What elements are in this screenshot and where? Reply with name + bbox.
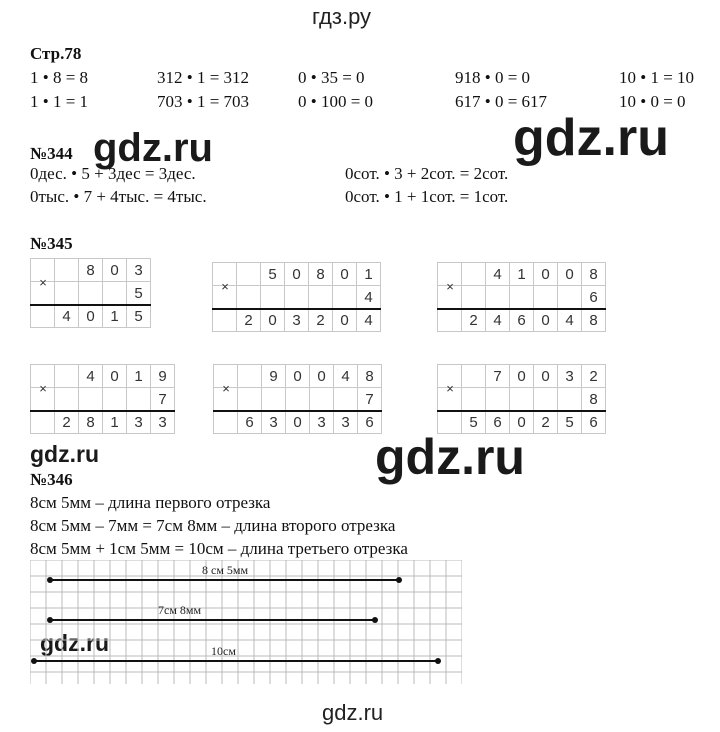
mult-cell: 5 — [261, 263, 285, 286]
mult-cell: 5 — [127, 305, 151, 328]
mult-cell: 0 — [286, 365, 310, 388]
mult-cell: 0 — [286, 411, 310, 434]
mult-cell — [486, 286, 510, 309]
mult-cell — [213, 309, 237, 332]
mult-cell: 3 — [334, 411, 358, 434]
segment-1-label: 8 см 5мм — [202, 563, 249, 577]
mult-cell: 0 — [285, 263, 309, 286]
mult-cell: 0 — [79, 305, 103, 328]
mult-cell: 9 — [262, 365, 286, 388]
mult-cell: 8 — [79, 259, 103, 282]
mult-cell: 7 — [151, 388, 175, 411]
mult-cell: 8 — [582, 309, 606, 332]
mult-cell — [438, 411, 462, 434]
mult-cell — [438, 309, 462, 332]
mult-2 — [212, 262, 381, 332]
mult-cell: 3 — [558, 365, 582, 388]
segment-2-end — [372, 617, 378, 623]
segment-3-end — [435, 658, 441, 664]
mult-cell — [79, 388, 103, 411]
result-line — [213, 410, 382, 412]
mult-cell — [534, 286, 558, 309]
p78-r1-c1: 1 • 8 = 8 — [30, 68, 89, 87]
mult-cell — [261, 286, 285, 309]
mult-cell: 8 — [358, 365, 382, 388]
mult-cell: 0 — [558, 263, 582, 286]
mult-cell — [31, 411, 55, 434]
segment-2-label: 7см 8мм — [158, 603, 202, 617]
mult-cell: 4 — [357, 309, 381, 332]
mult-cell: 3 — [127, 411, 151, 434]
p78-r2-c1: 1 • 1 = 1 — [30, 92, 89, 111]
mult-cell: 1 — [357, 263, 381, 286]
t344-line-b2: 0сот. • 1 + 1сот. = 1сот. — [345, 187, 509, 206]
segment-1-start — [47, 577, 53, 583]
segment-2-start — [47, 617, 53, 623]
mult-5 — [213, 364, 382, 434]
task-344-label: №344 — [30, 144, 73, 163]
mult-cell: 2 — [534, 411, 558, 434]
mult-cell — [214, 411, 238, 434]
watermark: gdz.ru — [375, 429, 525, 485]
mult-3 — [437, 262, 606, 332]
multiply-sign: × — [446, 380, 454, 396]
mult-cell — [103, 282, 127, 305]
mult-cell — [55, 259, 79, 282]
mult-cell: 7 — [486, 365, 510, 388]
mult-cell: 0 — [510, 365, 534, 388]
watermark: gdz.ru — [513, 109, 669, 167]
mult-cell — [534, 388, 558, 411]
t344-line-b1: 0сот. • 3 + 2сот. = 2сот. — [345, 164, 509, 183]
mult-cell — [262, 388, 286, 411]
p78-r2-c3: 0 • 100 = 0 — [298, 92, 374, 111]
mult-cell: 3 — [285, 309, 309, 332]
mult-4 — [30, 364, 175, 434]
mult-cell — [103, 388, 127, 411]
mult-cell: 0 — [103, 259, 127, 282]
multiply-sign: × — [221, 278, 229, 294]
mult-cell: 1 — [510, 263, 534, 286]
mult-cell — [510, 388, 534, 411]
t344-line-a2: 0тыс. • 7 + 4тыс. = 4тыс. — [30, 187, 207, 206]
mult-cell — [55, 388, 79, 411]
mult-cell — [55, 365, 79, 388]
mult-cell: 0 — [510, 411, 534, 434]
mult-cell: 4 — [486, 263, 510, 286]
mult-cell: 8 — [309, 263, 333, 286]
mult-cell — [238, 388, 262, 411]
mult-cell — [462, 263, 486, 286]
mult-cell — [237, 263, 261, 286]
mult-cell: 0 — [261, 309, 285, 332]
segment-3-label: 10см — [211, 644, 236, 658]
page-label: Стр.78 — [30, 44, 82, 63]
mult-cell: 6 — [582, 411, 606, 434]
mult-cell: 3 — [310, 411, 334, 434]
mult-cell — [462, 286, 486, 309]
p78-r1-c3: 0 • 35 = 0 — [298, 68, 365, 87]
mult-cell: 0 — [103, 365, 127, 388]
mult-cell: 5 — [127, 282, 151, 305]
task-345-label: №345 — [30, 234, 73, 253]
multiply-sign: × — [222, 380, 230, 396]
mult-cell — [285, 286, 309, 309]
mult-cell: 5 — [462, 411, 486, 434]
mult-cell — [510, 286, 534, 309]
mult-cell: 2 — [237, 309, 261, 332]
watermark: gdz.ru — [30, 441, 99, 467]
mult-cell — [462, 388, 486, 411]
mult-cell: 0 — [534, 263, 558, 286]
mult-cell: 4 — [357, 286, 381, 309]
result-line — [30, 410, 175, 412]
mult-cell: 5 — [558, 411, 582, 434]
mult-cell — [31, 305, 55, 328]
mult-cell: 4 — [55, 305, 79, 328]
mult-cell: 2 — [462, 309, 486, 332]
mult-cell: 8 — [582, 388, 606, 411]
mult-cell: 4 — [334, 365, 358, 388]
result-line — [437, 410, 606, 412]
t346-line-1: 8см 5мм – длина первого отрезка — [30, 493, 271, 512]
mult-cell: 6 — [358, 411, 382, 434]
mult-cell — [286, 388, 310, 411]
mult-cell: 3 — [262, 411, 286, 434]
mult-cell — [55, 282, 79, 305]
mult-cell: 6 — [510, 309, 534, 332]
mult-cell — [309, 286, 333, 309]
segment-3-start — [31, 658, 37, 664]
mult-cell: 0 — [310, 365, 334, 388]
mult-cell: 6 — [486, 411, 510, 434]
mult-cell — [334, 388, 358, 411]
mult-cell: 7 — [358, 388, 382, 411]
result-line — [437, 308, 606, 310]
mult-cell: 2 — [582, 365, 606, 388]
mult-cell — [558, 286, 582, 309]
watermark: gdz.ru — [40, 630, 109, 656]
p78-r1-c2: 312 • 1 = 312 — [157, 68, 250, 87]
mult-cell — [79, 282, 103, 305]
result-line — [30, 304, 151, 306]
mult-cell: 2 — [55, 411, 79, 434]
mult-cell: 0 — [534, 309, 558, 332]
mult-1 — [30, 258, 151, 328]
mult-cell: 1 — [127, 365, 151, 388]
site-title: гдз.ру — [312, 4, 372, 29]
mult-cell: 4 — [486, 309, 510, 332]
mult-cell: 4 — [558, 309, 582, 332]
mult-cell — [310, 388, 334, 411]
mult-cell — [127, 388, 151, 411]
mult-cell — [486, 388, 510, 411]
mult-cell: 9 — [151, 365, 175, 388]
mult-cell: 8 — [79, 411, 103, 434]
segments-grid — [30, 560, 462, 684]
multiply-sign: × — [39, 380, 47, 396]
mult-cell — [238, 365, 262, 388]
t346-line-3: 8см 5мм + 1см 5мм = 10см – длина третьего отрезка — [30, 539, 408, 558]
mult-cell: 3 — [151, 411, 175, 434]
mult-cell: 2 — [309, 309, 333, 332]
watermark: gdz.ru — [93, 126, 213, 170]
p78-r2-c4: 617 • 0 = 617 — [455, 92, 548, 111]
mult-6 — [437, 364, 606, 434]
p78-r2-c5: 10 • 0 = 0 — [619, 92, 686, 111]
mult-cell: 0 — [534, 365, 558, 388]
mult-cell: 8 — [582, 263, 606, 286]
p78-r1-c5: 10 • 1 = 10 — [619, 68, 695, 87]
mult-cell: 6 — [582, 286, 606, 309]
footer-watermark: gdz.ru — [322, 700, 384, 725]
mult-cell: 0 — [333, 263, 357, 286]
mult-cell: 1 — [103, 411, 127, 434]
multiply-sign: × — [39, 274, 47, 290]
mult-cell: 6 — [238, 411, 262, 434]
mult-cell: 0 — [333, 309, 357, 332]
mult-cell — [462, 365, 486, 388]
segment-1-end — [396, 577, 402, 583]
p78-r2-c2: 703 • 1 = 703 — [157, 92, 250, 111]
mult-cell: 3 — [127, 259, 151, 282]
mult-cell — [333, 286, 357, 309]
multiply-sign: × — [446, 278, 454, 294]
task-346-label: №346 — [30, 470, 73, 489]
mult-cell — [558, 388, 582, 411]
mult-cell: 4 — [79, 365, 103, 388]
t344-line-a1: 0дес. • 5 + 3дес = 3дес. — [30, 164, 196, 183]
result-line — [212, 308, 381, 310]
t346-line-2: 8см 5мм – 7мм = 7см 8мм – длина второго отрезка — [30, 516, 396, 535]
p78-r1-c4: 918 • 0 = 0 — [455, 68, 531, 87]
mult-cell — [237, 286, 261, 309]
mult-cell: 1 — [103, 305, 127, 328]
